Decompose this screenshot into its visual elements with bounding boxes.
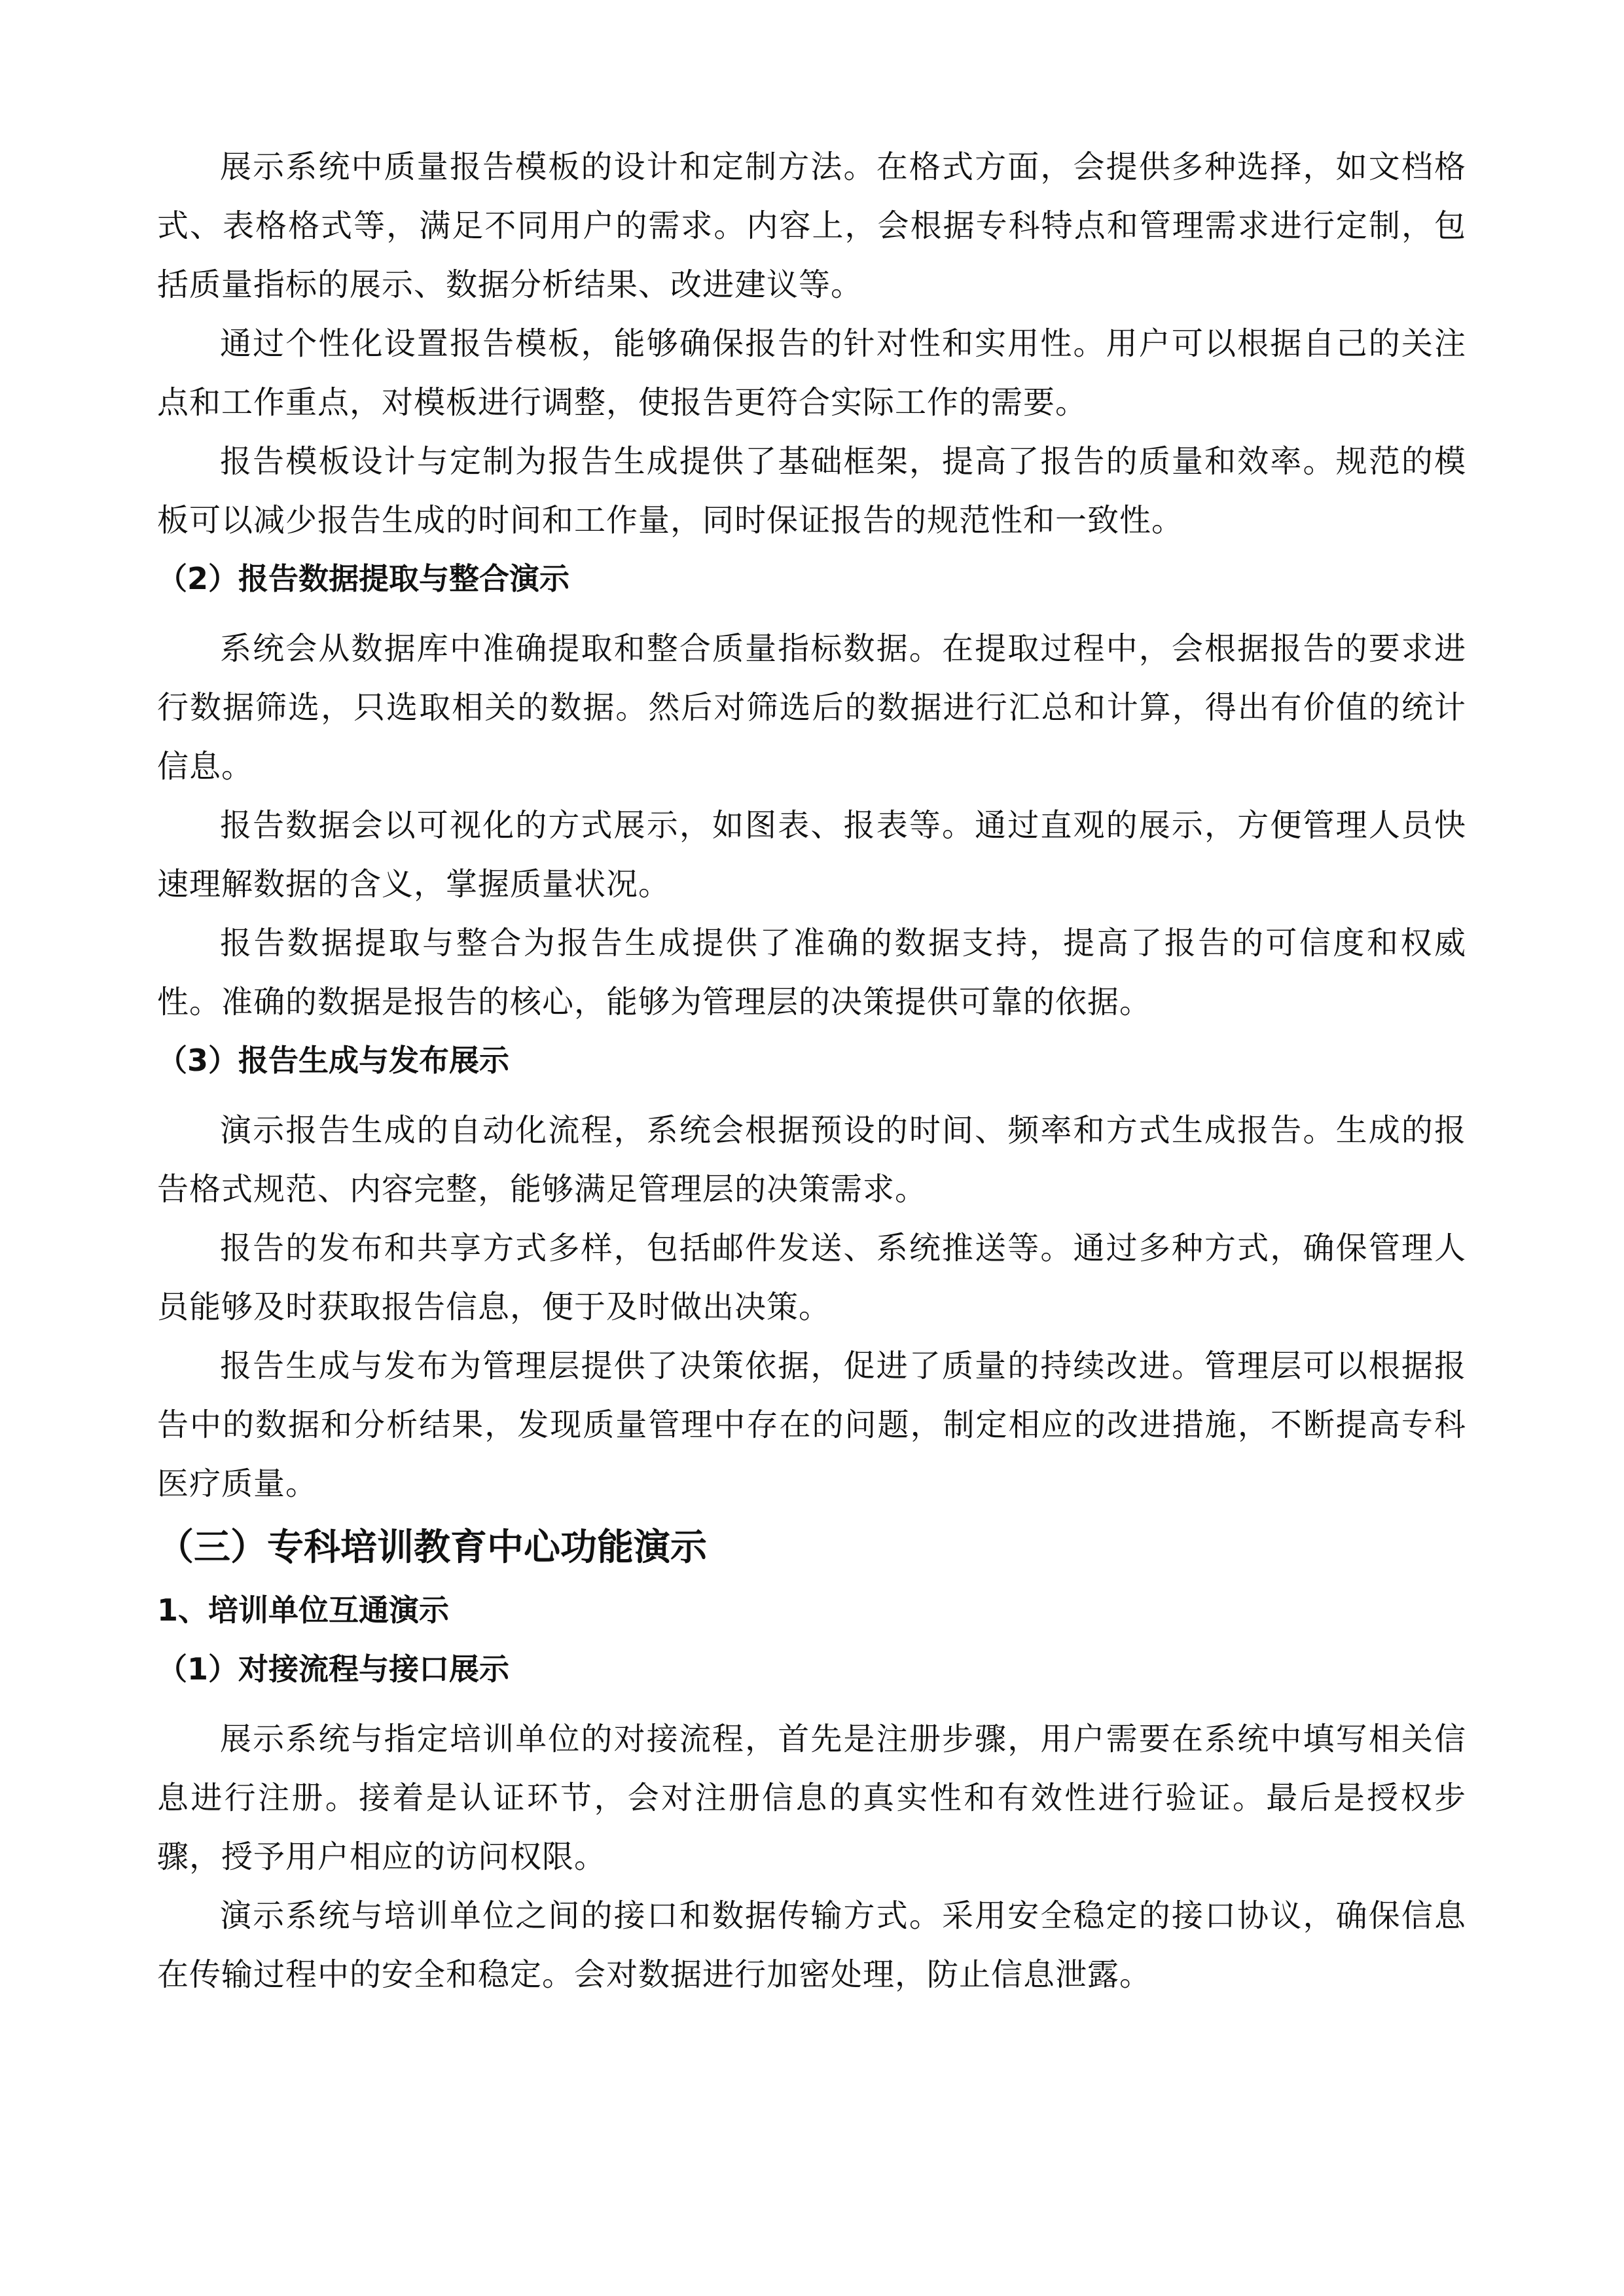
section-heading-training-center: （三）专科培训教育中心功能演示 xyxy=(157,1526,707,1569)
paragraph: 展示系统与指定培训单位的对接流程，首先是注册步骤，用户需要在系统中填写相关信息进行注册。接着是认证环节，会对注册信息的真实性和有效性进行验证。最后是授权步骤，授予用户相应的访问权限。 xyxy=(157,1721,1466,1875)
paragraph: 通过个性化设置报告模板，能够确保报告的针对性和实用性。用户可以根据自己的关注点和工作重点，对模板进行调整，使报告更符合实际工作的需要。 xyxy=(157,325,1466,421)
paragraph: 报告数据提取与整合为报告生成提供了准确的数据支持，提高了报告的可信度和权威性。准确的数据是报告的核心，能够为管理层的决策提供可靠的依据。 xyxy=(157,925,1466,1020)
subheading-docking-process: （1）对接流程与接口展示 xyxy=(157,1651,510,1687)
subheading-report-data-extraction: （2）报告数据提取与整合演示 xyxy=(157,561,570,596)
paragraph: 展示系统中质量报告模板的设计和定制方法。在格式方面，会提供多种选择，如文档格式、表格格式等，满足不同用户的需求。内容上，会根据专科特点和管理需求进行定制，包括质量指标的展示、数据分析结果、改进建议等。 xyxy=(157,149,1466,303)
subheading-report-generation: （3）报告生成与发布展示 xyxy=(157,1043,510,1078)
subsection-heading-training-units: 1、培训单位互通演示 xyxy=(157,1592,450,1628)
paragraph: 报告数据会以可视化的方式展示，如图表、报表等。通过直观的展示，方便管理人员快速理解数据的含义，掌握质量状况。 xyxy=(157,807,1466,903)
paragraph: 报告的发布和共享方式多样，包括邮件发送、系统推送等。通过多种方式，确保管理人员能够及时获取报告信息，便于及时做出决策。 xyxy=(157,1230,1466,1325)
paragraph: 演示报告生成的自动化流程，系统会根据预设的时间、频率和方式生成报告。生成的报告格式规范、内容完整，能够满足管理层的决策需求。 xyxy=(157,1112,1466,1208)
document-body xyxy=(157,137,1466,2004)
paragraph: 演示系统与培训单位之间的接口和数据传输方式。采用安全稳定的接口协议，确保信息在传输过程中的安全和稳定。会对数据进行加密处理，防止信息泄露。 xyxy=(157,1897,1466,1993)
paragraph: 报告生成与发布为管理层提供了决策依据，促进了质量的持续改进。管理层可以根据报告中的数据和分析结果，发现质量管理中存在的问题，制定相应的改进措施，不断提高专科医疗质量。 xyxy=(157,1348,1466,1502)
paragraph: 报告模板设计与定制为报告生成提供了基础框架，提高了报告的质量和效率。规范的模板可以减少报告生成的时间和工作量，同时保证报告的规范性和一致性。 xyxy=(157,443,1466,539)
paragraph: 系统会从数据库中准确提取和整合质量指标数据。在提取过程中，会根据报告的要求进行数据筛选，只选取相关的数据。然后对筛选后的数据进行汇总和计算，得出有价值的统计信息。 xyxy=(157,630,1466,785)
